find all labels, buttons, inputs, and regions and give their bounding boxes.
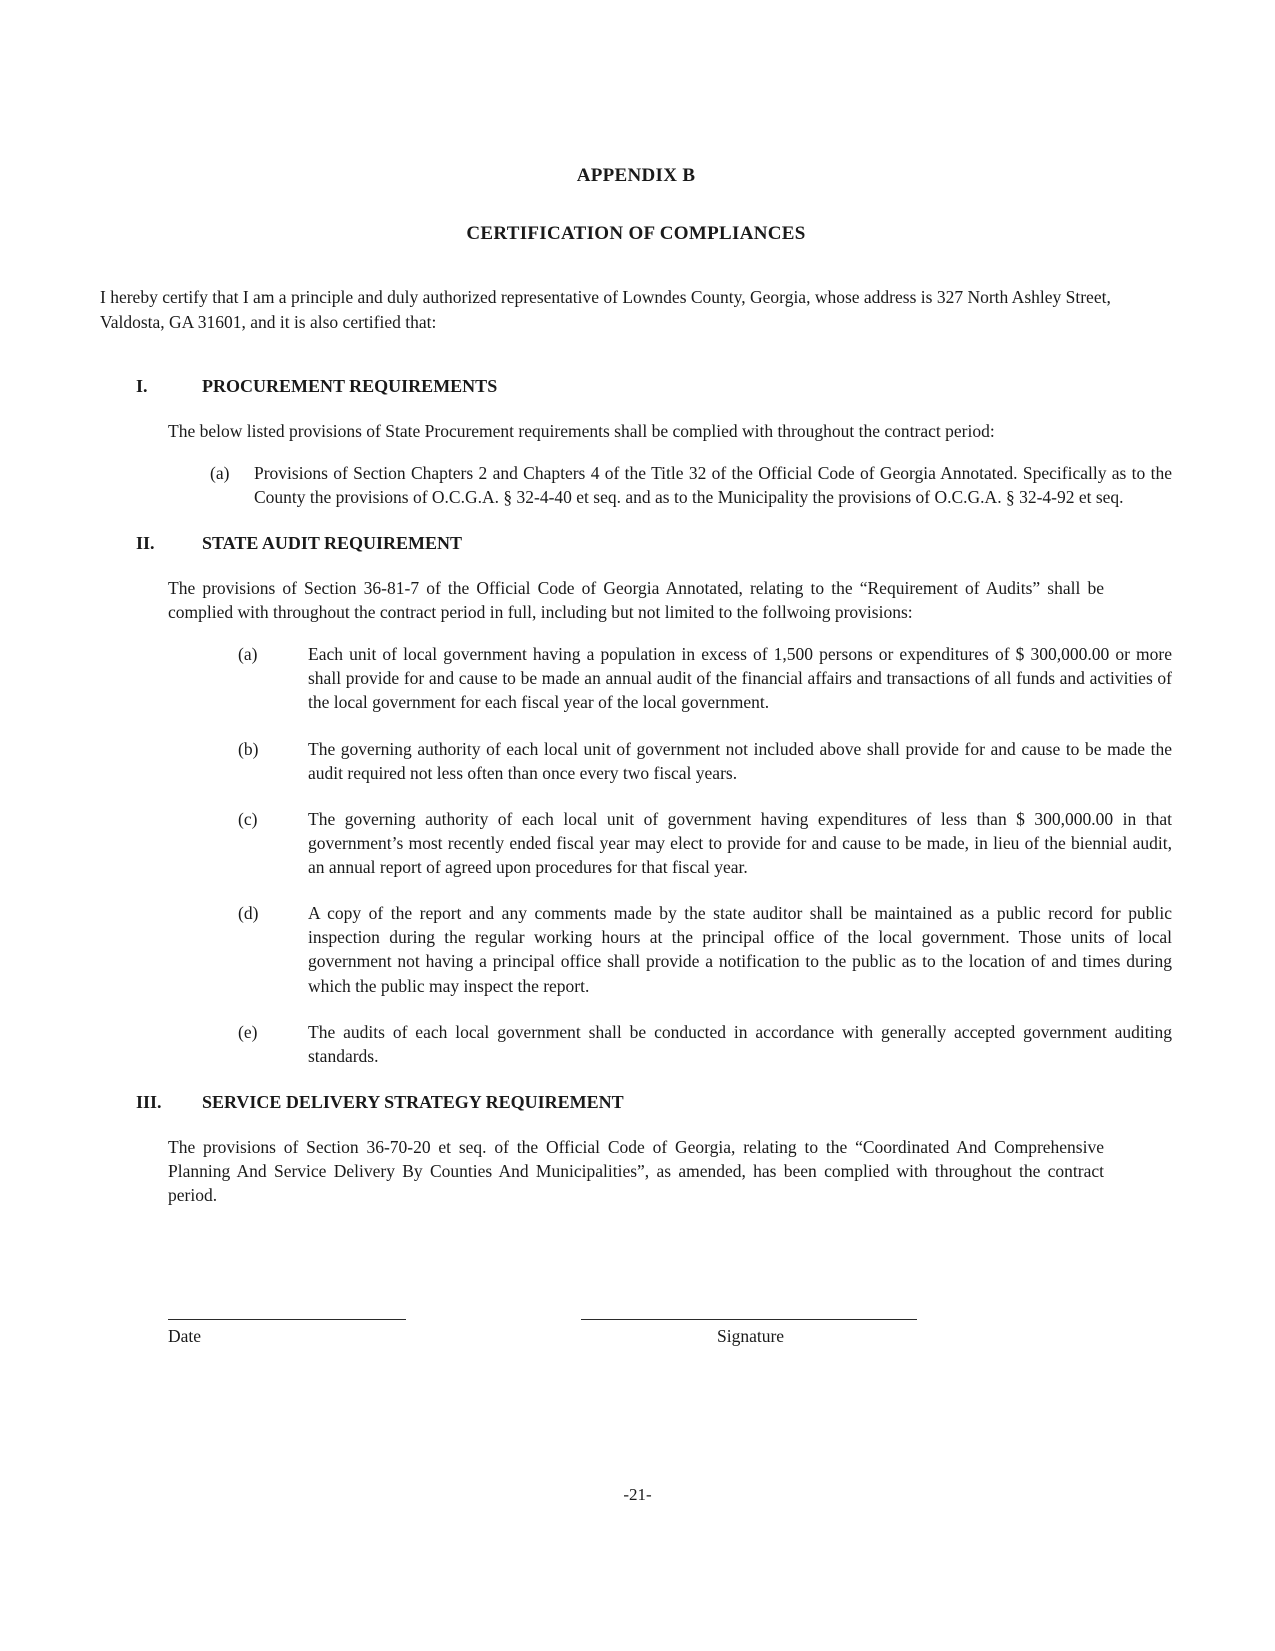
item-label: (e) <box>238 1021 258 1042</box>
item-text: The governing authority of each local unit of government having expenditures of less than $ 300,000.00 in that government’s most recently ended fiscal year may elect to provide for and cause to be made, in lieu of the biennial audit, an annual report of agreed upon procedures for that fiscal year. <box>308 808 1172 878</box>
item-label: (a) <box>210 462 230 483</box>
section-heading <box>100 531 1172 556</box>
item-text: The audits of each local government shall be conducted in accordance with generally accepted government auditing standards. <box>308 1021 1172 1066</box>
date-line <box>168 1319 406 1320</box>
section-procurement-requirements <box>100 374 1172 509</box>
list-item <box>100 737 1172 785</box>
section-heading <box>100 374 1172 399</box>
section-numeral: III. <box>136 1092 162 1113</box>
item-label: (a) <box>238 644 258 665</box>
list-item <box>100 901 1172 998</box>
signature-block <box>168 1319 1172 1348</box>
page-number: -21- <box>623 1485 652 1504</box>
item-text: A copy of the report and any comments made by the state auditor shall be maintained as a public record for public inspection during the regular working hours at the principal office of the local government. Those units of local government not having a principal office shall provide a notification to the public as to the location of and times during which the public may inspect the report. <box>308 903 1172 996</box>
section-body: The provisions of Section 36-81-7 of the Official Code of Georgia Annotated, relating to the “Requirement of Audits” shall be complied with throughout the contract period in full, including but not limited to the follwoing provisions: <box>168 577 1104 622</box>
section-body: The below listed provisions of State Procurement requirements shall be complied with throughout the contract period: <box>168 420 995 441</box>
item-label: (b) <box>238 738 259 759</box>
signature-label: Signature <box>717 1326 785 1347</box>
section-title: PROCUREMENT REQUIREMENTS <box>202 375 498 396</box>
item-label: (c) <box>238 808 258 829</box>
item-text: Each unit of local government having a population in excess of 1,500 persons or expenditures of $ 300,000.00 or more shall provide for and cause to be made an annual audit of the financial affairs and transactions of all funds and activities of the local government for each fiscal year of the local government. <box>308 644 1172 713</box>
signature-area <box>581 1319 917 1348</box>
list-item <box>100 642 1172 714</box>
item-text: The governing authority of each local unit of government not included above shall provide for and cause to be made the audit required not less often than once every two fiscal years. <box>308 738 1172 783</box>
section-title: SERVICE DELIVERY STRATEGY REQUIREMENT <box>202 1092 624 1113</box>
list-item <box>100 1020 1172 1068</box>
list-item <box>100 461 1172 509</box>
section-numeral: II. <box>136 532 155 553</box>
list-item <box>100 807 1172 879</box>
signature-line <box>581 1319 917 1320</box>
section-service-delivery-strategy <box>100 1090 1172 1207</box>
appendix-title: APPENDIX B <box>576 165 696 186</box>
section-heading <box>100 1090 1172 1115</box>
section-body: The provisions of Section 36-70-20 et seq. of the Official Code of Georgia, relating to the “Coordinated And Comprehensive Planning And Service Delivery By Counties And Municipalities”, as amended, has been complied with throughout the contract period. <box>168 1136 1104 1206</box>
date-signature-area <box>168 1319 406 1348</box>
item-label: (d) <box>238 903 259 924</box>
item-text: Provisions of Section Chapters 2 and Chapters 4 of the Title 32 of the Official Code of Georgia Annotated. Specifically as to the County the provisions of O.C.G.A. § 32-4-40 et seq. and as to the Municipality the provisions of O.C.G.A. § 32-4-92 et seq. <box>254 462 1172 507</box>
document-title: CERTIFICATION OF COMPLIANCES <box>466 223 806 245</box>
section-title: STATE AUDIT REQUIREMENT <box>202 532 463 553</box>
section-state-audit-requirement <box>100 531 1172 1068</box>
section-numeral: I. <box>136 375 148 396</box>
date-label: Date <box>168 1326 202 1347</box>
intro-paragraph: I hereby certify that I am a principle and duly authorized representative of Lowndes County, Georgia, whose address is 327 North Ashley Street, Valdosta, GA 31601, and it is also certified that: <box>100 287 1111 332</box>
